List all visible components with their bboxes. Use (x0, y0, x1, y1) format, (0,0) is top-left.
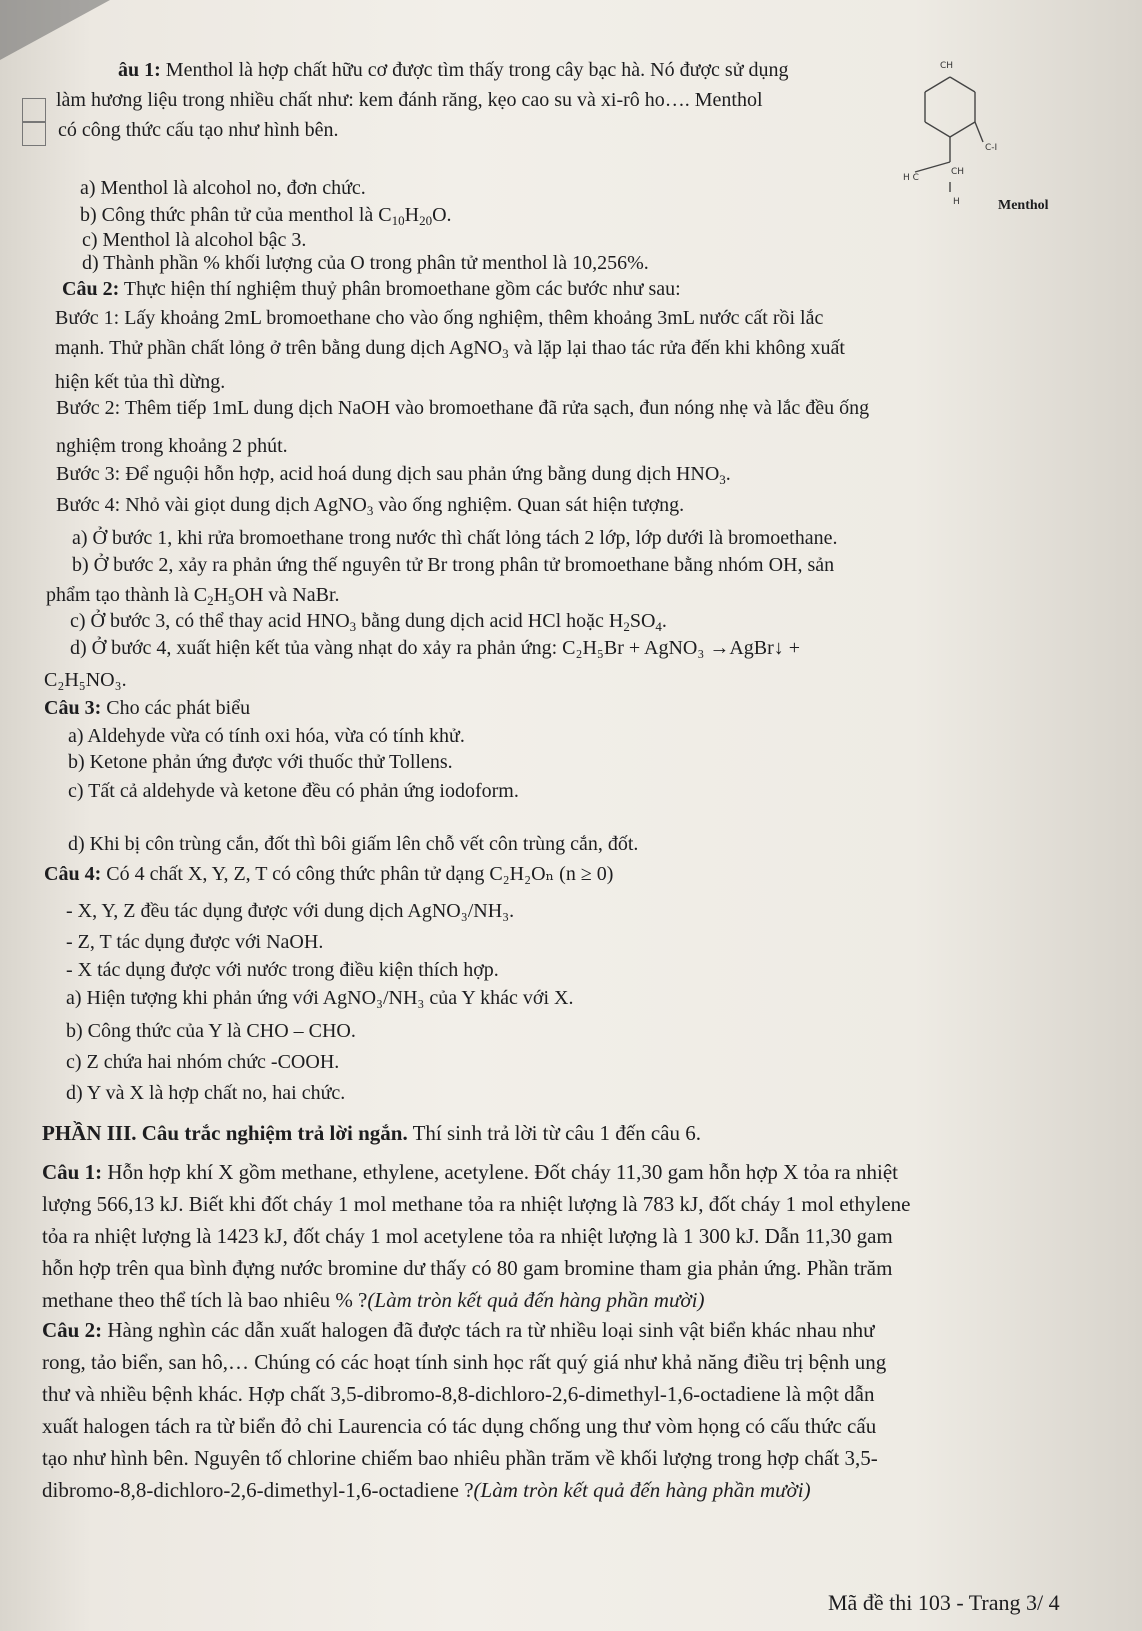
svg-text:C-I: C-I (985, 143, 998, 153)
p1-line-5 (42, 1288, 704, 1312)
q4-condition-3: - X tác dụng được với nước trong điều kiện thích hợp. (66, 959, 499, 981)
q2-step2-b: nghiệm trong khoảng 2 phút. (56, 435, 288, 457)
q4-option-a: a) Hiện tượng khi phản ứng với AgNO₃/NH₃ của Y khác với X. (66, 987, 574, 1009)
subscript: 10 (391, 213, 405, 228)
q3-option-d: d) Khi bị côn trùng cắn, đốt thì bôi giấm lên chỗ vết côn trùng cắn, đốt. (68, 833, 639, 855)
subscript: 3 (719, 472, 726, 487)
answer-box (22, 122, 46, 146)
q3-option-b: b) Ketone phản ứng được với thuốc thử Tollens. (68, 751, 453, 773)
q2-line-1 (62, 277, 681, 301)
q4-option-d: d) Y và X là hợp chất no, hai chức. (66, 1082, 346, 1104)
q2-option-d-2: C₂H₅NO₃. (44, 669, 127, 691)
p2-line-6 (42, 1478, 811, 1502)
q3-option-a: a) Aldehyde vừa có tính oxi hóa, vừa có tính khử. (68, 725, 465, 747)
p2-line-3: thư và nhiều bệnh khác. Hợp chất 3,5-dibromo-8,8-dichloro-2,6-dimethyl-1,6-octadiene là một dẫn (42, 1382, 875, 1406)
q2-text: Thực hiện thí nghiệm thuỷ phân bromoethane gồm các bước như sau: (119, 278, 681, 300)
subscript: 3 (349, 619, 357, 634)
q2-step3 (56, 462, 731, 486)
q2-option-d-1: d) Ở bước 4, xuất hiện kết tủa vàng nhạt do xảy ra phản ứng: C₂H₅Br + AgNO₃ →AgBr↓ + (70, 637, 801, 659)
q1-line-3: có công thức cấu tạo như hình bên. (58, 119, 339, 141)
subscript: 2 (207, 593, 214, 608)
q2-step2-a: Bước 2: Thêm tiếp 1mL dung dịch NaOH vào bromoethane đã rửa sạch, đun nóng nhẹ và lắc đều ống (56, 397, 870, 419)
q2-text: Bước 4: Nhỏ vài giọt dung dịch AgNO (56, 494, 367, 516)
q2-heading: Câu 2: (62, 278, 120, 300)
q4-text: Có 4 chất X, Y, Z, T có công thức phân tử dạng C₂H₂Oₙ (n ≥ 0) (101, 863, 614, 885)
p1-line-1 (42, 1160, 898, 1184)
q2-step1-c: hiện kết tủa thì dừng. (55, 371, 226, 393)
q1-option-c: c) Menthol là alcohol bậc 3. (82, 229, 307, 251)
p1-text: methane theo thể tích là bao nhiêu % ? (42, 1288, 368, 1312)
q1-line-2: làm hương liệu trong nhiều chất như: kem đánh răng, kẹo cao su và xi-rô ho…. Menthol (56, 89, 763, 111)
p1-line-2: lượng 566,13 kJ. Biết khi đốt cháy 1 mol methane tỏa ra nhiệt lượng là 783 kJ, đốt cháy 1 mol ethylene (42, 1192, 911, 1216)
p2-line-1 (42, 1318, 875, 1342)
page-footer: Mã đề thi 103 - Trang 3/ 4 (828, 1590, 1060, 1615)
menthol-structure-image (895, 52, 1075, 222)
q2-text: Bước 3: Để nguội hỗn hợp, acid hoá dung dịch sau phản ứng bằng dung dịch HNO (56, 463, 720, 485)
p2-text: Hàng nghìn các dẫn xuất halogen đã được tách ra từ nhiều loại sinh vật biển khác nhau như (102, 1318, 875, 1342)
q2-option-c (70, 609, 667, 633)
q1-option-d: d) Thành phần % khối lượng của O trong phân tử menthol là 10,256%. (82, 252, 649, 274)
part3-instructions: Thí sinh trả lời từ câu 1 đến câu 6. (407, 1121, 702, 1145)
p2-line-5: tạo như hình bên. Nguyên tố chlorine chiếm bao nhiêu phần trăm về khối lượng trong hợp chất 3,5- (42, 1446, 878, 1470)
p1-heading: Câu 1: (42, 1160, 103, 1184)
q2-step1-a: Bước 1: Lấy khoảng 2mL bromoethane cho vào ống nghiệm, thêm khoảng 3mL nước cất rồi lắc (55, 307, 824, 329)
q3-heading: Câu 3: (44, 697, 102, 719)
q2-text: bằng dung dịch acid HCl hoặc H (356, 610, 624, 632)
q3-line-1 (44, 696, 250, 720)
q1-option-b (80, 203, 452, 227)
subscript: 20 (419, 213, 433, 228)
q2-text: SO (629, 610, 656, 632)
q2-text: và lặp lại thao tác rửa đến khi không xuất (508, 337, 845, 359)
q4-condition-1: - X, Y, Z đều tác dụng được với dung dịch AgNO₃/NH₃. (66, 900, 515, 922)
p2-line-4: xuất halogen tách ra từ biển đỏ chi Laurencia có tác dụng chống ung thư vòm họng có cấu thức cấu (42, 1414, 877, 1438)
q2-text: phẩm tạo thành là C (46, 584, 208, 606)
q2-text: . (661, 610, 667, 632)
q1-b-text: b) Công thức phân tử của menthol là C (80, 204, 392, 226)
q2-step4 (56, 493, 684, 517)
p1-text: Hỗn hợp khí X gồm methane, ethylene, acetylene. Đốt cháy 11,30 gam hỗn hợp X tỏa ra nhiệt (102, 1160, 898, 1184)
q4-condition-2: - Z, T tác dụng được với NaOH. (66, 931, 324, 953)
q1-option-a: a) Menthol là alcohol no, đơn chức. (80, 177, 366, 199)
p2-text: dibromo-8,8-dichloro-2,6-dimethyl-1,6-octadiene ? (42, 1478, 474, 1502)
subscript: 2 (623, 619, 630, 634)
q2-option-a: a) Ở bước 1, khi rửa bromoethane trong nước thì chất lỏng tách 2 lớp, lớp dưới là bromoethane. (72, 527, 838, 549)
q2-text: H (213, 584, 229, 606)
q1-b-text: H (404, 204, 420, 226)
p1-line-3: tỏa ra nhiệt lượng là 1423 kJ, đốt cháy 1 mol acetylene tỏa ra nhiệt lượng là 1 300 kJ. Dẫn 11,30 gam (42, 1224, 893, 1248)
subscript: 3 (366, 503, 374, 518)
svg-text:H C: H C (903, 173, 919, 183)
molecule-label: Menthol (998, 198, 1049, 213)
q3-option-c: c) Tất cả aldehyde và ketone đều có phản ứng iodoform. (68, 780, 519, 802)
subscript: 4 (655, 619, 662, 634)
q2-text: c) Ở bước 3, có thể thay acid HNO (70, 610, 350, 632)
p1-line-4: hỗn hợp trên qua bình đựng nước bromine dư thấy có 80 gam bromine tham gia phản ứng. Phần trăm (42, 1256, 893, 1280)
q2-step1-b (55, 336, 845, 360)
subscript: 3 (502, 346, 509, 361)
q4-option-c: c) Z chứa hai nhóm chức -COOH. (66, 1051, 340, 1073)
p1-rounding-note: (Làm tròn kết quả đến hàng phần mười) (367, 1288, 705, 1312)
page-corner-shadow (0, 0, 110, 60)
answer-box (22, 98, 46, 122)
q1-heading: âu 1: (118, 59, 161, 81)
q4-line-1 (44, 862, 613, 886)
p2-line-2: rong, tảo biển, san hô,… Chúng có các hoạt tính sinh học rất quý giá như khả năng điều trị bệnh ung (42, 1350, 887, 1374)
p2-rounding-note: (Làm tròn kết quả đến hàng phần mười) (473, 1478, 811, 1502)
q4-option-b: b) Công thức của Y là CHO – CHO. (66, 1020, 356, 1042)
svg-text:H: H (953, 197, 960, 207)
q4-heading: Câu 4: (44, 863, 102, 885)
q1-b-text: O. (432, 204, 452, 226)
q2-option-b-1: b) Ở bước 2, xảy ra phản ứng thế nguyên tử Br trong phân tử bromoethane bằng nhóm OH, sản (72, 554, 835, 576)
subscript: 5 (228, 593, 235, 608)
q2-text: vào ống nghiệm. Quan sát hiện tượng. (373, 494, 685, 516)
p2-heading: Câu 2: (42, 1318, 103, 1342)
q2-text: OH và NaBr. (234, 584, 340, 606)
q2-text: . (725, 463, 731, 485)
q2-option-b-2 (46, 583, 340, 607)
q2-text: mạnh. Thử phần chất lỏng ở trên bằng dung dịch AgNO (55, 337, 503, 359)
svg-text:CH: CH (940, 61, 954, 71)
svg-text:CH: CH (951, 167, 965, 177)
part3-header (42, 1121, 701, 1145)
q1-text: Menthol là hợp chất hữu cơ được tìm thấy trong cây bạc hà. Nó được sử dụng (160, 59, 789, 81)
part3-title: PHẦN III. Câu trắc nghiệm trả lời ngắn. (42, 1121, 408, 1145)
q1-line-1 (118, 58, 789, 82)
q3-text: Cho các phát biểu (101, 697, 251, 719)
